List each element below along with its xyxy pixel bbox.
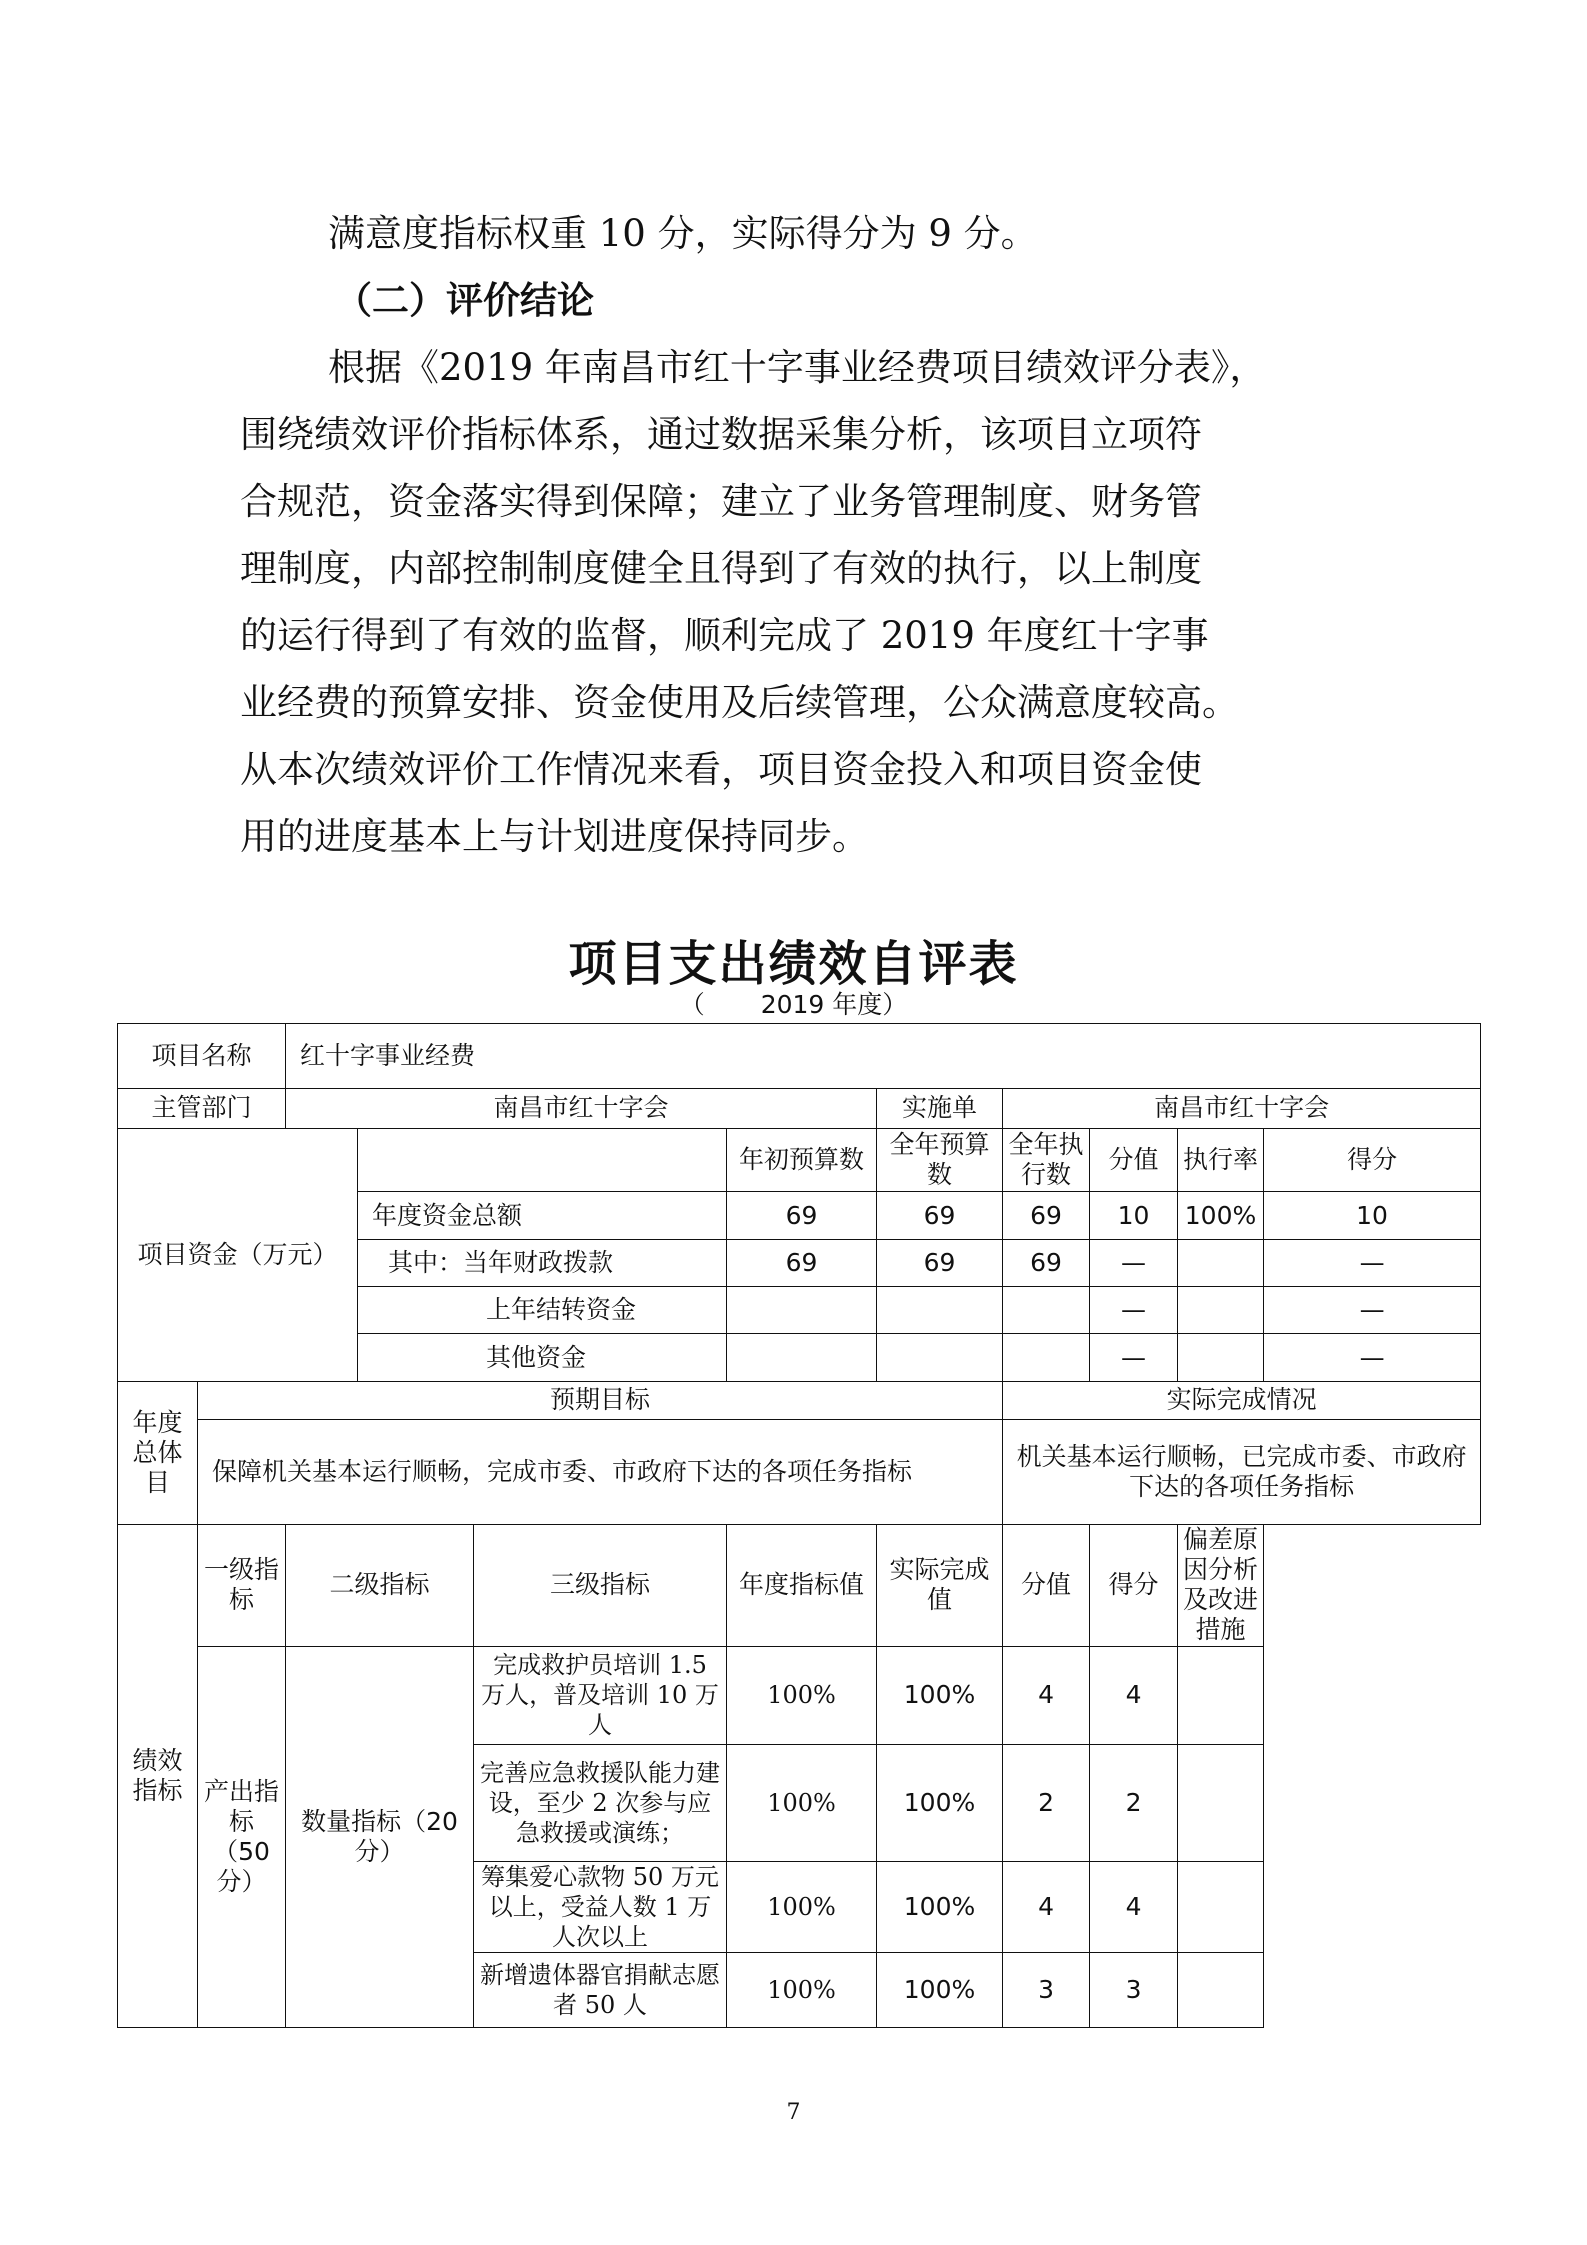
funds-full: 69 [877, 1239, 1003, 1286]
indicator-text: 完成救护员培训 1.5 万人，普及培训 10 万人 [474, 1646, 727, 1744]
funds-full [877, 1287, 1003, 1334]
funds-score: — [1264, 1239, 1481, 1286]
output-indicator-label: 产出指标（50分） [198, 1646, 286, 2027]
annual-goal-label: 年度总体目 [118, 1381, 198, 1524]
funds-score: 10 [1264, 1192, 1481, 1239]
header-exec-rate: 执行率 [1178, 1128, 1264, 1192]
indicator-text: 新增遗体器官捐献志愿者 50 人 [474, 1953, 727, 2028]
paragraph-line: 围绕绩效评价指标体系，通过数据采集分析，该项目立项符 [240, 413, 1202, 456]
funds-rate: 100% [1178, 1192, 1264, 1239]
actual-completion-text: 机关基本运行顺畅，已完成市委、市政府下达的各项任务指标 [1003, 1420, 1481, 1525]
indicator-actual: 100% [877, 1646, 1003, 1744]
impl-unit-value: 南昌市红十字会 [1003, 1088, 1481, 1128]
header-level2: 二级指标 [286, 1524, 474, 1646]
header-deviation: 偏差原因分析及改进措施 [1178, 1524, 1264, 1646]
funds-score: — [1264, 1287, 1481, 1334]
funds-header-row [118, 1128, 1481, 1192]
funds-value: — [1090, 1287, 1178, 1334]
funds-row-label: 上年结转资金 [358, 1287, 727, 1334]
project-name-row [118, 1024, 1481, 1089]
indicator-score: 4 [1090, 1646, 1178, 1744]
funds-exec: 69 [1003, 1239, 1090, 1286]
funds-exec [1003, 1334, 1090, 1381]
indicator-score: 4 [1090, 1861, 1178, 1953]
funds-row-label: 年度资金总额 [358, 1192, 727, 1239]
indicator-actual: 100% [877, 1953, 1003, 2028]
paragraph-satisfaction: 满意度指标权重 10 分，实际得分为 9 分。 [328, 212, 1038, 255]
header-full-budget: 全年预算数 [877, 1128, 1003, 1192]
department-row [118, 1088, 1481, 1128]
indicator-text: 筹集爱心款物 50 万元以上，受益人数 1 万人次以上 [474, 1861, 727, 1953]
funds-value: 10 [1090, 1192, 1178, 1239]
actual-completion-header: 实际完成情况 [1003, 1381, 1481, 1419]
funds-initial: 69 [727, 1239, 877, 1286]
goal-content-row [118, 1420, 1481, 1525]
perf-header-row [118, 1524, 1481, 1646]
funds-rate [1178, 1334, 1264, 1381]
impl-unit-label: 实施单 [877, 1088, 1003, 1128]
paragraph-line: 根据《2019 年南昌市红十字事业经费项目绩效评分表》， [328, 346, 1267, 389]
funds-rate [1178, 1239, 1264, 1286]
indicator-row [118, 1646, 1481, 1744]
indicator-deviation [1178, 1744, 1264, 1861]
indicator-deviation [1178, 1953, 1264, 2028]
expected-goal-header: 预期目标 [198, 1381, 1003, 1419]
indicator-deviation [1178, 1646, 1264, 1744]
project-name-value: 红十字事业经费 [286, 1024, 1481, 1089]
paragraph-line: 业经费的预算安排、资金使用及后续管理，公众满意度较高。 [240, 681, 1239, 724]
funds-rate [1178, 1287, 1264, 1334]
funds-row-label: 其他资金 [358, 1334, 727, 1381]
page-number: 7 [786, 2100, 801, 2125]
funds-header-blank [358, 1128, 727, 1192]
header-score-value: 分值 [1003, 1524, 1090, 1646]
perf-indicators-label: 绩效指标 [118, 1524, 198, 2027]
indicator-value: 4 [1003, 1861, 1090, 1953]
indicator-value: 4 [1003, 1646, 1090, 1744]
indicator-target: 100% [727, 1861, 877, 1953]
funds-full [877, 1334, 1003, 1381]
performance-table [117, 1023, 1481, 2028]
year-text: 2019 年度） [760, 990, 908, 1019]
funds-value: — [1090, 1239, 1178, 1286]
header-full-exec: 全年执行数 [1003, 1128, 1090, 1192]
funds-initial: 69 [727, 1192, 877, 1239]
funds-full: 69 [877, 1192, 1003, 1239]
header-score: 得分 [1264, 1128, 1481, 1192]
indicator-actual: 100% [877, 1861, 1003, 1953]
paragraph-line: 的运行得到了有效的监督，顺利完成了 2019 年度红十字事 [240, 614, 1209, 657]
header-score-value: 分值 [1090, 1128, 1178, 1192]
expected-goal-text: 保障机关基本运行顺畅，完成市委、市政府下达的各项任务指标 [198, 1420, 1003, 1525]
paragraph-line: 用的进度基本上与计划进度保持同步。 [240, 815, 869, 858]
indicator-text: 完善应急救援队能力建设，至少 2 次参与应急救援或演练； [474, 1744, 727, 1861]
body-text [240, 200, 1360, 870]
funds-initial [727, 1334, 877, 1381]
funds-exec [1003, 1287, 1090, 1334]
year-paren: （ [679, 990, 705, 1019]
paragraph-line: 理制度，内部控制制度健全且得到了有效的执行，以上制度 [240, 547, 1202, 590]
indicator-value: 2 [1003, 1744, 1090, 1861]
indicator-score: 3 [1090, 1953, 1178, 2028]
indicator-deviation [1178, 1861, 1264, 1953]
funds-label: 项目资金（万元） [118, 1128, 358, 1381]
indicator-actual: 100% [877, 1744, 1003, 1861]
indicator-score: 2 [1090, 1744, 1178, 1861]
indicator-target: 100% [727, 1744, 877, 1861]
dept-value: 南昌市红十字会 [286, 1088, 877, 1128]
table-year [0, 985, 1587, 1021]
funds-score: — [1264, 1334, 1481, 1381]
indicator-target: 100% [727, 1646, 877, 1744]
funds-exec: 69 [1003, 1192, 1090, 1239]
header-level3: 三级指标 [474, 1524, 727, 1646]
paragraph-line: 从本次绩效评价工作情况来看，项目资金投入和项目资金使 [240, 748, 1202, 791]
project-name-label: 项目名称 [118, 1024, 286, 1089]
indicator-value: 3 [1003, 1953, 1090, 2028]
section-heading: （二）评价结论 [335, 279, 594, 322]
header-score: 得分 [1090, 1524, 1178, 1646]
header-level1: 一级指标 [198, 1524, 286, 1646]
header-initial-budget: 年初预算数 [727, 1128, 877, 1192]
funds-initial [727, 1287, 877, 1334]
table-title: 项目支出绩效自评表 [568, 936, 1019, 992]
header-actual-value: 实际完成值 [877, 1524, 1003, 1646]
quantity-indicator-label: 数量指标（20 分） [286, 1646, 474, 2027]
funds-row-label: 其中：当年财政拨款 [358, 1239, 727, 1286]
header-annual-target: 年度指标值 [727, 1524, 877, 1646]
paragraph-line: 合规范，资金落实得到保障；建立了业务管理制度、财务管 [240, 480, 1202, 523]
funds-value: — [1090, 1334, 1178, 1381]
dept-label: 主管部门 [118, 1088, 286, 1128]
indicator-target: 100% [727, 1953, 877, 2028]
goal-header-row [118, 1381, 1481, 1419]
